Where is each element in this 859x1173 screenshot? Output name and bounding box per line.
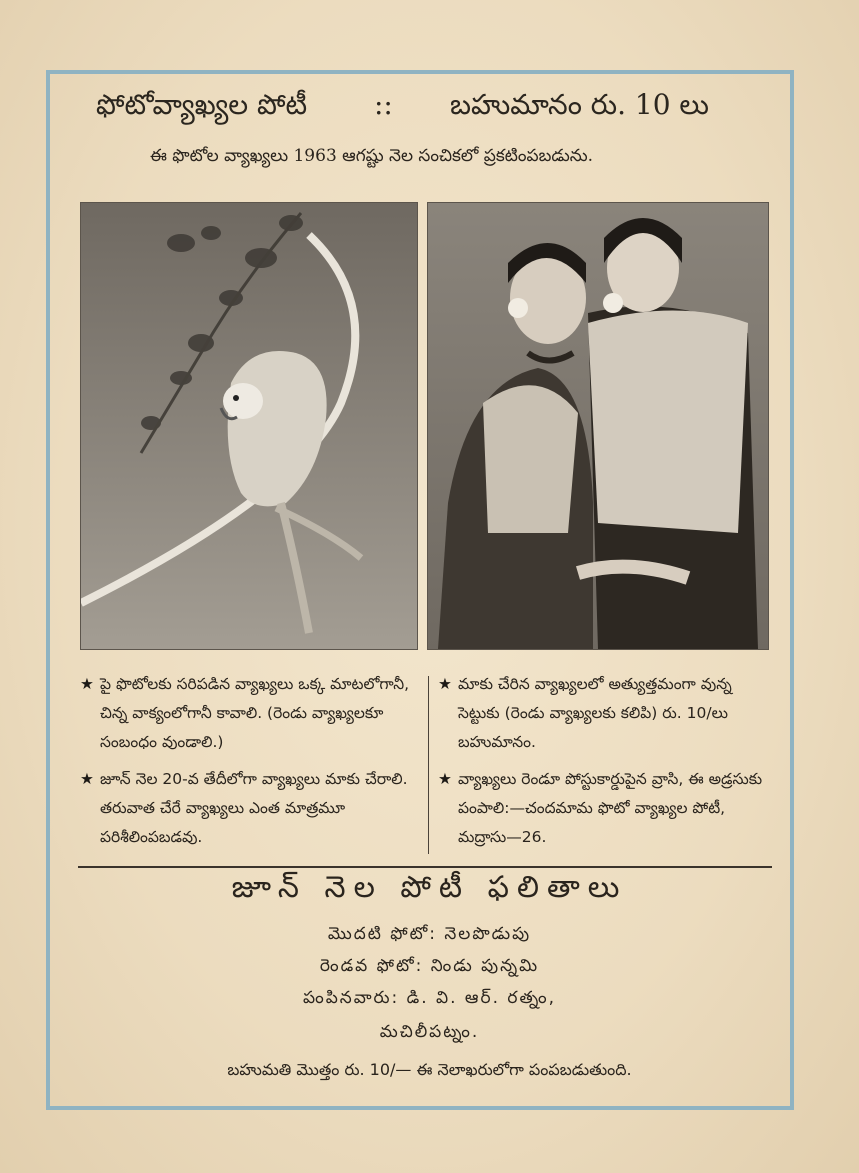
rule-item [80, 765, 420, 852]
rule-text: జూన్ నెల 20-వ తేదీలోగా వ్యాఖ్యలు మాకు చేరాలి. తరువాత చేరే వ్యాఖ్యలు ఎంత మాత్రమూ పరిశీలింపబడవు. [100, 770, 408, 846]
column-divider [428, 676, 429, 854]
star-icon: ★ [80, 770, 94, 788]
rule-item [80, 670, 420, 757]
second-photo-result: రెండవ ఫోటో: నిండు పున్నమి [319, 956, 540, 976]
announcement-subtitle: ఈ ఫొటోల వ్యాఖ్యలు 1963 ఆగష్టు నెల సంచికలో ప్రకటింపబడును. [150, 146, 594, 166]
section-divider [78, 866, 772, 868]
rule-text: మాకు చేరిన వ్యాఖ్యలలో అత్యుత్తమంగా వున్న సెట్టుకు (రెండు వ్యాఖ్యలకు కలిపి) రు. 10/లు బహుమానం. [458, 675, 732, 751]
prize-title: బహుమానం రు. 10 లు [450, 88, 709, 121]
girls-photo [427, 202, 769, 650]
title-separator: :: [374, 88, 393, 121]
rule-item [438, 670, 778, 757]
results-title: జూన్ నెల పోటీ ఫలితాలు [231, 870, 628, 905]
first-photo-result: మొదటి ఫోటో: నెలపొడుపు [327, 924, 532, 944]
rules-left-column [80, 670, 420, 860]
star-icon: ★ [80, 675, 94, 693]
winner-place: మచిలీపట్నం. [379, 1022, 480, 1042]
rule-text: వ్యాఖ్యలు రెండూ పోస్టుకార్డుపైన వ్రాసి, ఈ అడ్రసుకు పంపాలి:—చందమామ ఫొటో వ్యాఖ్యల పోటీ, మద్రాసు—26. [458, 770, 763, 846]
star-icon: ★ [438, 675, 452, 693]
rule-item [438, 765, 778, 852]
parrot-photo [80, 202, 418, 650]
contest-title-row [96, 88, 776, 134]
prize-note: బహుమతి మొత్తం రు. 10/— ఈ నెలాఖరులోగా పంపబడుతుంది. [227, 1060, 632, 1079]
rules-right-column [438, 670, 778, 860]
rule-text: పై ఫొటోలకు సరిపడిన వ్యాఖ్యలు ఒక్క మాటలోగానీ, చిన్న వాక్యంలోగానీ కావాలి. (రెండు వ్యాఖ్యలకూ సంబంధం వుండాలి.) [100, 675, 409, 751]
contest-title: ఫోటోవ్యాఖ్యల పోటీ [96, 88, 308, 121]
winner-name: పంపినవారు: డి. వి. ఆర్. రత్నం, [303, 988, 556, 1008]
star-icon: ★ [438, 770, 452, 788]
